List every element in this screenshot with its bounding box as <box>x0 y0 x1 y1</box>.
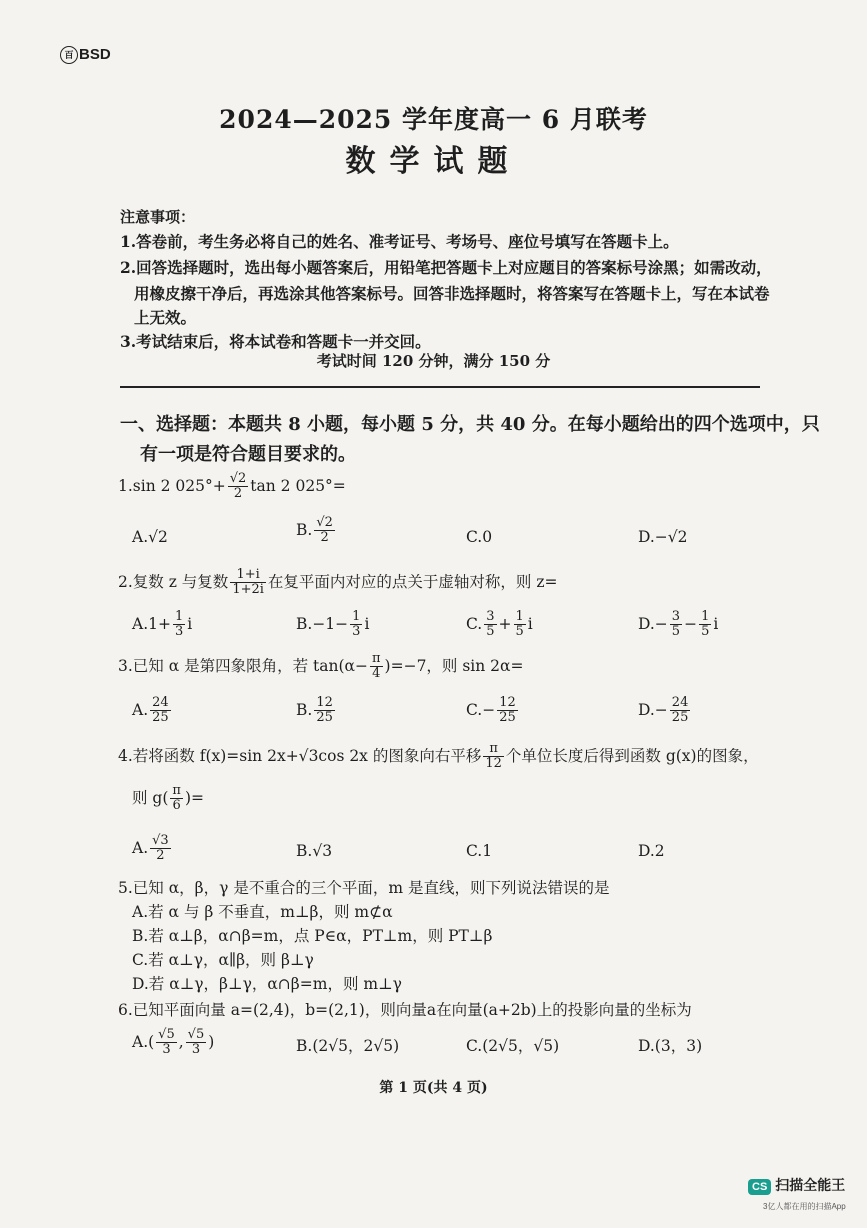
q3-option-b: B. $\frac{12}{25}$ <box>296 695 333 726</box>
scanner-name: 扫描全能王 <box>775 1177 846 1193</box>
page-footer: 第 1 页(共 4 页) <box>379 1080 488 1096</box>
scanner-tagline: 3亿人都在用的扫描App <box>763 1202 846 1211</box>
q6-option-c: C.(2√5，√5) <box>466 1037 560 1055</box>
q3-option-a: A. $\frac{24}{25}$ <box>132 695 169 726</box>
q6-option-a: A.( $\frac{√5}{3}$ , $\frac{√5}{3}$ ) <box>132 1027 215 1058</box>
cs-logo-icon: CS <box>748 1179 771 1195</box>
exam-title: 2024—2025 学年度高一 6 月联考 <box>219 105 648 134</box>
notes-heading: 注意事项： <box>120 208 196 226</box>
q1-option-c: C.0 <box>466 528 493 546</box>
exam-subtitle: 数学试题 <box>345 144 522 179</box>
q2-option-d: D.− $\frac{3}{5}$ − $\frac{1}{5}$ i <box>638 609 719 640</box>
question-3: 3.已知 α 是第四象限角，若 tan(α− $\frac{\pi}{4}$ )=−7，则 sin 2α= <box>118 651 524 682</box>
q4-option-b: B.√3 <box>296 842 333 860</box>
question-6: 6.已知平面向量 a=(2,4)，b=(2,1)，则向量a在向量(a+2b)上的投影向量的坐标为 <box>118 1001 692 1019</box>
q1-option-b: B. $\frac{√2}{2}$ <box>296 515 333 546</box>
note-item: 上无效。 <box>134 308 197 327</box>
question-5: 5.已知 α，β，γ 是不重合的三个平面，m 是直线，则下列说法错误的是 <box>118 879 610 897</box>
section-heading: 一、选择题：本题共 8 小题，每小题 5 分，共 40 分。在每小题给出的四个选项中，只 <box>120 414 820 435</box>
question-1: 1.sin 2 025°+ $\frac{√2}{2}$ tan 2 025°= <box>118 471 346 502</box>
q4-option-a: A. $\frac{√3}{2}$ <box>132 833 169 864</box>
q4-option-d: D.2 <box>638 842 665 860</box>
q6-option-b: B.(2√5，2√5) <box>296 1037 400 1055</box>
q1-option-d: D.−√2 <box>638 528 688 546</box>
note-item: 3.考试结束后，将本试卷和答题卡一并交回。 <box>120 332 431 351</box>
q5-option-c: C.若 α⊥γ，α∥β，则 β⊥γ <box>132 951 314 969</box>
seal-icon: 百 <box>60 46 78 64</box>
note-item: 1.答卷前，考生务必将自己的姓名、准考证号、考场号、座位号填写在答题卡上。 <box>120 232 679 251</box>
note-item: 用橡皮擦干净后，再选涂其他答案标号。回答非选择题时，将答案写在答题卡上，写在本试卷 <box>134 284 770 303</box>
q5-option-d: D.若 α⊥γ，β⊥γ，α∩β=m，则 m⊥γ <box>132 975 402 993</box>
q3-option-c: C.− $\frac{12}{25}$ <box>466 695 516 726</box>
q2-option-a: A.1+ $\frac{1}{3}$ i <box>132 609 193 640</box>
scanner-watermark <box>748 1175 845 1195</box>
divider <box>120 386 760 388</box>
q6-option-d: D.(3，3) <box>638 1037 703 1055</box>
q5-option-b: B.若 α⊥β，α∩β=m，点 P∈α，PT⊥m，则 PT⊥β <box>132 927 493 945</box>
logo-text: BSD <box>79 46 111 63</box>
section-heading-cont: 有一项是符合题目要求的。 <box>140 444 356 465</box>
question-2: 2.复数 z 与复数 $\frac{1+i}{1+2i}$ 在复平面内对应的点关于虚轴对称，则 z= <box>118 567 558 598</box>
q2-option-c: C. $\frac{3}{5}$ + $\frac{1}{5}$ i <box>466 609 533 640</box>
q3-option-d: D.− $\frac{24}{25}$ <box>638 695 689 726</box>
exam-time: 考试时间 120 分钟，满分 150 分 <box>316 352 551 370</box>
note-item: 2.回答选择题时，选出每小题答案后，用铅笔把答题卡上对应题目的答案标号涂黑；如需改动， <box>120 258 772 277</box>
question-4-cont: 则 g( $\frac{\pi}{6}$ )= <box>132 783 204 814</box>
publisher-logo <box>60 46 111 64</box>
q4-option-c: C.1 <box>466 842 493 860</box>
q1-option-a: A.√2 <box>132 528 168 546</box>
question-4: 4.若将函数 f(x)=sin 2x+√3cos 2x 的图象向右平移 $\frac{\pi}{12}$ 个单位长度后得到函数 g(x)的图象， <box>118 741 759 772</box>
q5-option-a: A.若 α 与 β 不垂直，m⊥β，则 m⊄α <box>132 903 393 921</box>
q2-option-b: B.−1− $\frac{1}{3}$ i <box>296 609 370 640</box>
